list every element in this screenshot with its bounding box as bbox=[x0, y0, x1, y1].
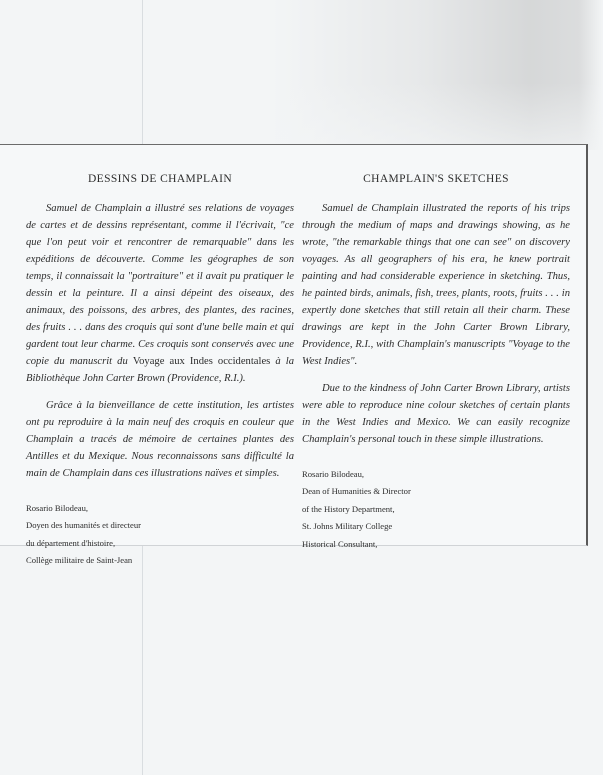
french-signature bbox=[26, 500, 294, 570]
signature-line: Dean of Humanities & Director bbox=[302, 486, 411, 497]
document-sheet bbox=[0, 144, 588, 566]
english-signature bbox=[302, 466, 570, 553]
signature-line: Doyen des humanités et directeur bbox=[26, 520, 142, 531]
signature-line: Collège militaire de Saint-Jean bbox=[26, 555, 133, 566]
manuscript-title: Voyage aux Indes occidentales bbox=[132, 356, 271, 367]
english-paragraph-1: Samuel de Champlain illustrated the reports of his trips through the medium of maps and drawings showing, as he wrote, "the remarkable things that one can see" on discovery voyages. As all geographers of his era, he knew portrait painting and had considerable experience in sketching. Thus, he painted birds, animals, fish, trees, plants, roots, fruits . . . in expertly done sketches that still retain all their charm. These drawings are kept in the John Carter Brown Library, Providence, R.I., with Champlain's manuscripts "Voyage to the West Indies". bbox=[302, 203, 570, 367]
french-paragraph-1 bbox=[26, 200, 294, 387]
english-heading: CHAMPLAIN'S SKETCHES bbox=[363, 173, 509, 185]
scan-shadow bbox=[0, 0, 603, 150]
english-column bbox=[302, 145, 570, 553]
english-paragraph-2: Due to the kindness of John Carter Brown Library, artists were able to reproduce nine colour sketches of certain plants in the West Indies and Mexico. We can easily recognize Champlain's personal touch in these simple illustrations. bbox=[302, 383, 570, 445]
french-column bbox=[26, 145, 294, 570]
signature-line: Rosario Bilodeau, bbox=[302, 469, 365, 479]
french-paragraph-1-text-b: à la Bibliothèque John Carter Brown (Providence, R.I.). bbox=[26, 356, 294, 384]
french-heading: DESSINS DE CHAMPLAIN bbox=[87, 173, 233, 185]
french-paragraph-1-text-a: Samuel de Champlain a illustré ses relations de voyages de cartes et de dessins représentant, comme il l'écrivait, "ce que l'on peut voir et rencontrer de remarquable" dans les expéditions de découverte. Comme les géographes de son temps, il connaissait la "portraiture" et il avait pu pratiquer le dessin et la peinture. Il a ainsi dépeint des oiseaux, des animaux, des poissons, des arbres, des plantes, des racines, des fruits . . . dans des croquis qui sont d'une belle main et qui gardent tout leur charme. Ces croquis sont conservés avec une copie du manuscrit du bbox=[26, 203, 294, 367]
signature-line: du département d'histoire, bbox=[26, 537, 116, 548]
signature-line: Rosario Bilodeau, bbox=[26, 503, 89, 513]
signature-line: Historical Consultant, bbox=[302, 538, 378, 549]
signature-line: of the History Department, bbox=[302, 503, 395, 514]
signature-line: St. Johns Military College bbox=[302, 521, 393, 532]
french-paragraph-2: Grâce à la bienveillance de cette institution, les artistes ont pu reproduire à la main neuf des croquis en couleur que Champlain a tracés de mémoire de certaines plantes des Antilles et du Mexique. Nous reconnaissons sans difficulté la main de Champlain dans ces illustrations naïves et simples. bbox=[26, 400, 294, 479]
